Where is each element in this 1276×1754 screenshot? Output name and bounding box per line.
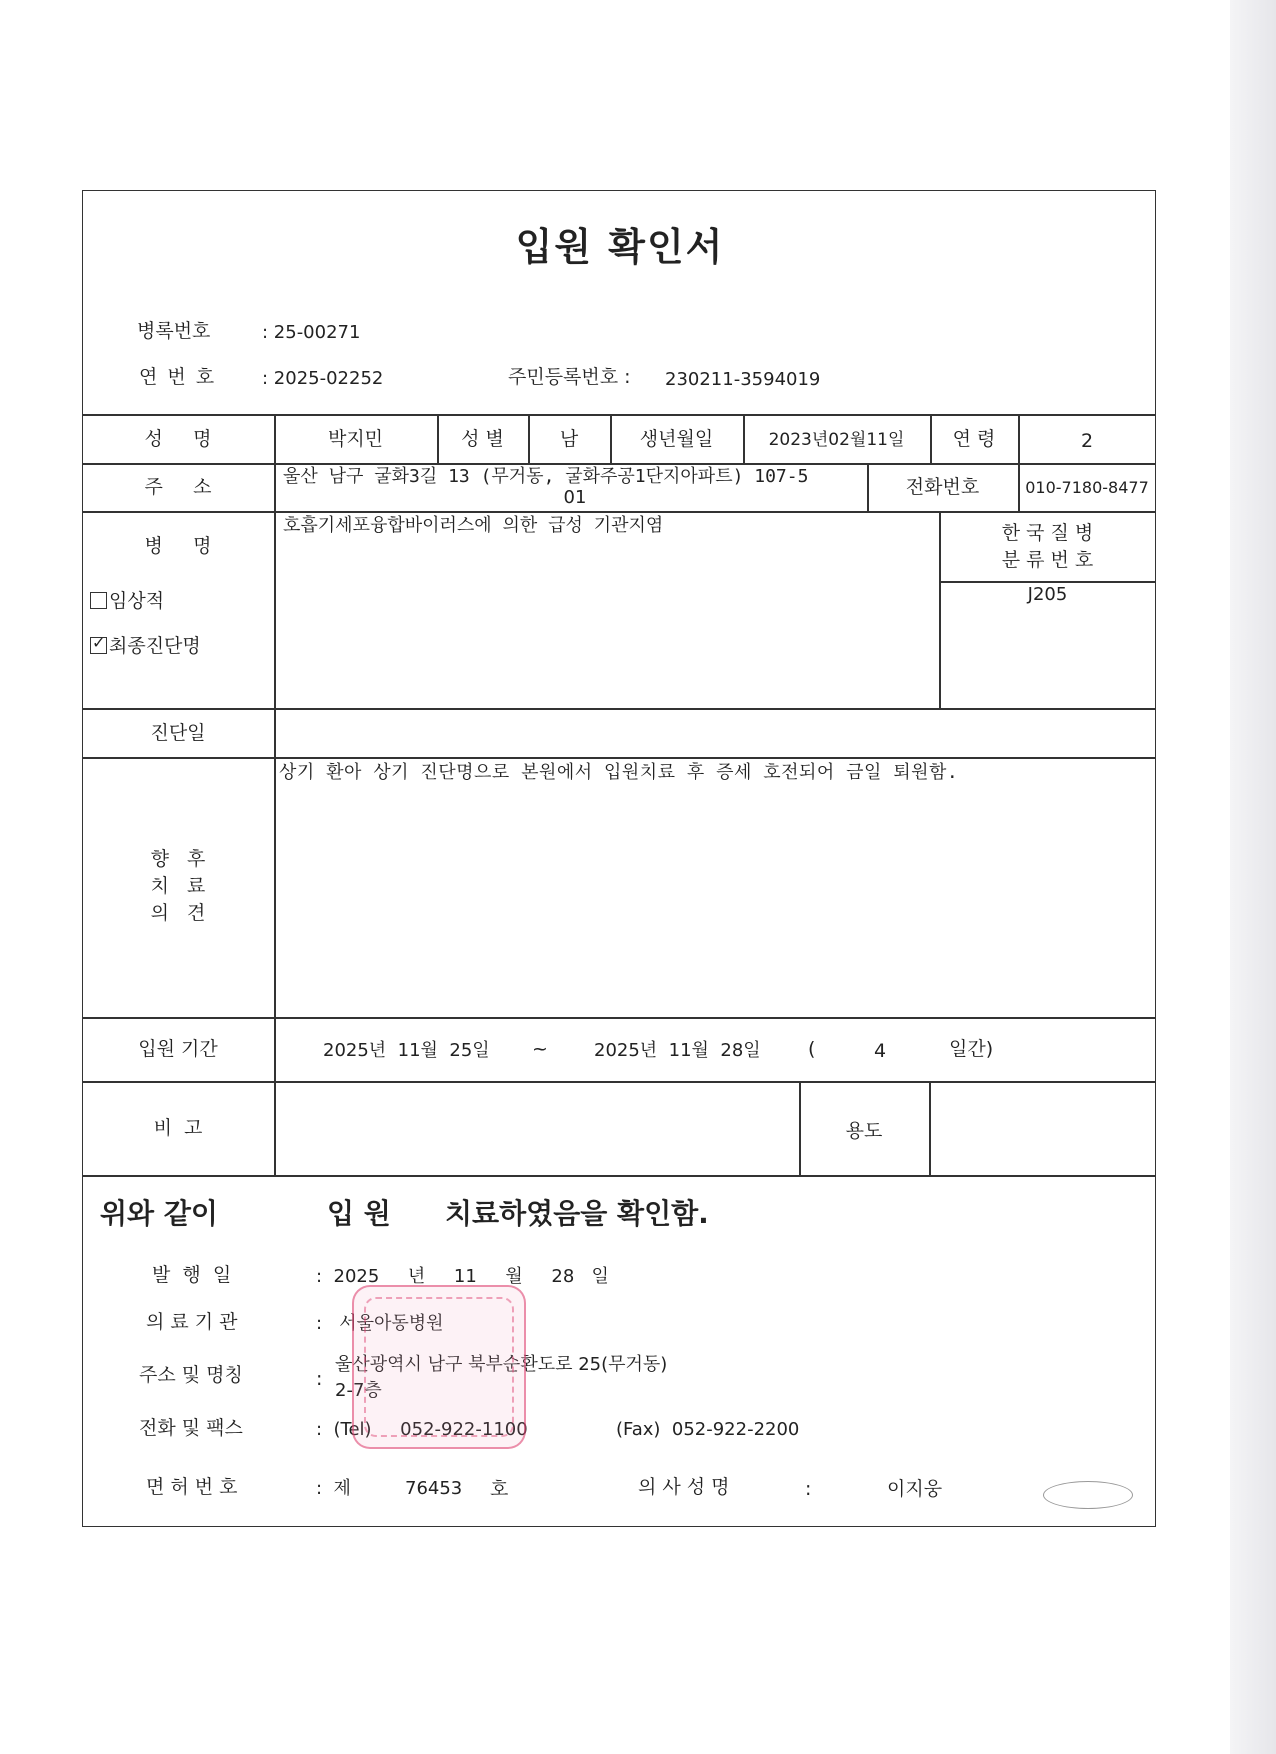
sex-label: 성 별 (461, 428, 504, 450)
clinical-checkbox[interactable] (90, 592, 107, 609)
license-prefix: : 제 (316, 1478, 351, 1499)
row-line (82, 1175, 1156, 1177)
chart-no-label: 병록번호 (137, 320, 211, 342)
confirm-part3: 치료하였음을 확인함. (445, 1197, 709, 1230)
period-days-suffix: 일간) (949, 1038, 994, 1060)
col-line (274, 414, 276, 1175)
address-label-issuer: 주소 및 명칭 (139, 1364, 243, 1386)
serial-no-label: 연 번 호 (139, 366, 217, 388)
age-label: 연 령 (952, 428, 996, 450)
period-days: 4 (874, 1040, 887, 1062)
period-label: 입원 기간 (138, 1038, 218, 1060)
serial-no-value: : 2025-02252 (262, 368, 384, 389)
row-line (82, 463, 1156, 465)
row-line (82, 757, 1156, 759)
opinion-label: 향 후 (150, 848, 206, 870)
usage-label: 용도 (845, 1120, 883, 1142)
row-line (939, 581, 1156, 583)
institution-address-2: 2-7층 (335, 1380, 382, 1401)
name-label: 성 명 (144, 428, 212, 450)
opinion-label-2: 치 료 (150, 875, 206, 897)
patient-address-cont: 01 (563, 487, 587, 508)
kcd-label: 한 국 질 병 (1001, 522, 1094, 544)
confirm-part2: 입 원 (327, 1197, 391, 1230)
license-label: 면 허 번 호 (146, 1476, 238, 1498)
kcd-code: J205 (1027, 584, 1068, 605)
period-end: 2025년 11월 28일 (594, 1040, 761, 1061)
tel-label: 전화 및 팩스 (139, 1417, 243, 1439)
issue-date: : 2025 년 11 월 28 일 (316, 1266, 609, 1287)
confirm-part1: 위와 같이 (100, 1197, 218, 1230)
address-label: 주 소 (144, 476, 212, 498)
col-line (929, 1081, 931, 1175)
final-label: 최종진단명 (109, 635, 201, 657)
doctor-name: 이지웅 (887, 1478, 943, 1500)
row-line (82, 1081, 1156, 1083)
final-option (90, 635, 201, 658)
row-line (82, 414, 1156, 416)
page-title: 입원 확인서 (515, 225, 725, 269)
patient-address: 울산 남구 굴화3길 13 (무거동, 굴화주공1단지아파트) 107-5 (283, 466, 809, 487)
patient-age: 2 (1080, 430, 1094, 452)
patient-name: 박지민 (327, 428, 384, 450)
page-shadow (1230, 0, 1276, 1754)
license-number: 76453 (405, 1478, 463, 1499)
remarks-label: 비 고 (153, 1117, 203, 1139)
patient-phone: 010-7180-8477 (1025, 478, 1149, 497)
address-colon: : (316, 1368, 323, 1390)
rrn-label: 주민등록번호 : (508, 366, 631, 388)
row-line (82, 511, 1156, 513)
issue-date-label: 발 행 일 (152, 1264, 232, 1286)
institution-name: : 서울아동병원 (316, 1313, 444, 1334)
patient-birth: 2023년02월11일 (768, 430, 905, 450)
opinion-label-3: 의 견 (150, 902, 206, 924)
fax-value: (Fax) 052-922-2200 (616, 1419, 800, 1440)
clinical-label: 임상적 (109, 590, 165, 612)
birth-label: 생년월일 (639, 428, 714, 450)
doctor-label: 의 사 성 명 (638, 1476, 730, 1498)
patient-sex: 남 (559, 428, 579, 450)
doctor-colon: : (805, 1478, 812, 1500)
diagnosis-label: 병 명 (144, 535, 212, 557)
hospital-seal-icon (352, 1285, 526, 1449)
period-paren: ( (808, 1038, 816, 1060)
rrn-value: 230211-3594019 (665, 369, 821, 390)
row-line (82, 1017, 1156, 1019)
diagnosis-date-label: 진단일 (150, 722, 206, 744)
chart-no-value: : 25-00271 (262, 322, 361, 343)
doctor-signature-icon (1043, 1481, 1133, 1509)
row-line (82, 708, 1156, 710)
period-start: 2025년 11월 25일 (323, 1040, 490, 1061)
institution-label: 의 료 기 관 (146, 1311, 238, 1333)
diagnosis-name: 호흡기세포융합바이러스에 의한 급성 기관지염 (283, 515, 664, 536)
opinion-text: 상기 환아 상기 진단명으로 본원에서 입원치료 후 증세 호전되어 금일 퇴원함. (279, 762, 959, 783)
institution-address: 울산광역시 남구 북부순환도로 25(무거동) (335, 1354, 668, 1375)
kcd-label-2: 분 류 번 호 (1001, 549, 1094, 571)
clinical-option (90, 590, 164, 613)
license-suffix: 호 (490, 1478, 509, 1500)
tel-value: : (Tel) 052-922-1100 (316, 1419, 528, 1440)
final-checkbox[interactable] (90, 637, 107, 654)
phone-label: 전화번호 (905, 476, 980, 498)
period-tilde: ~ (532, 1038, 548, 1060)
